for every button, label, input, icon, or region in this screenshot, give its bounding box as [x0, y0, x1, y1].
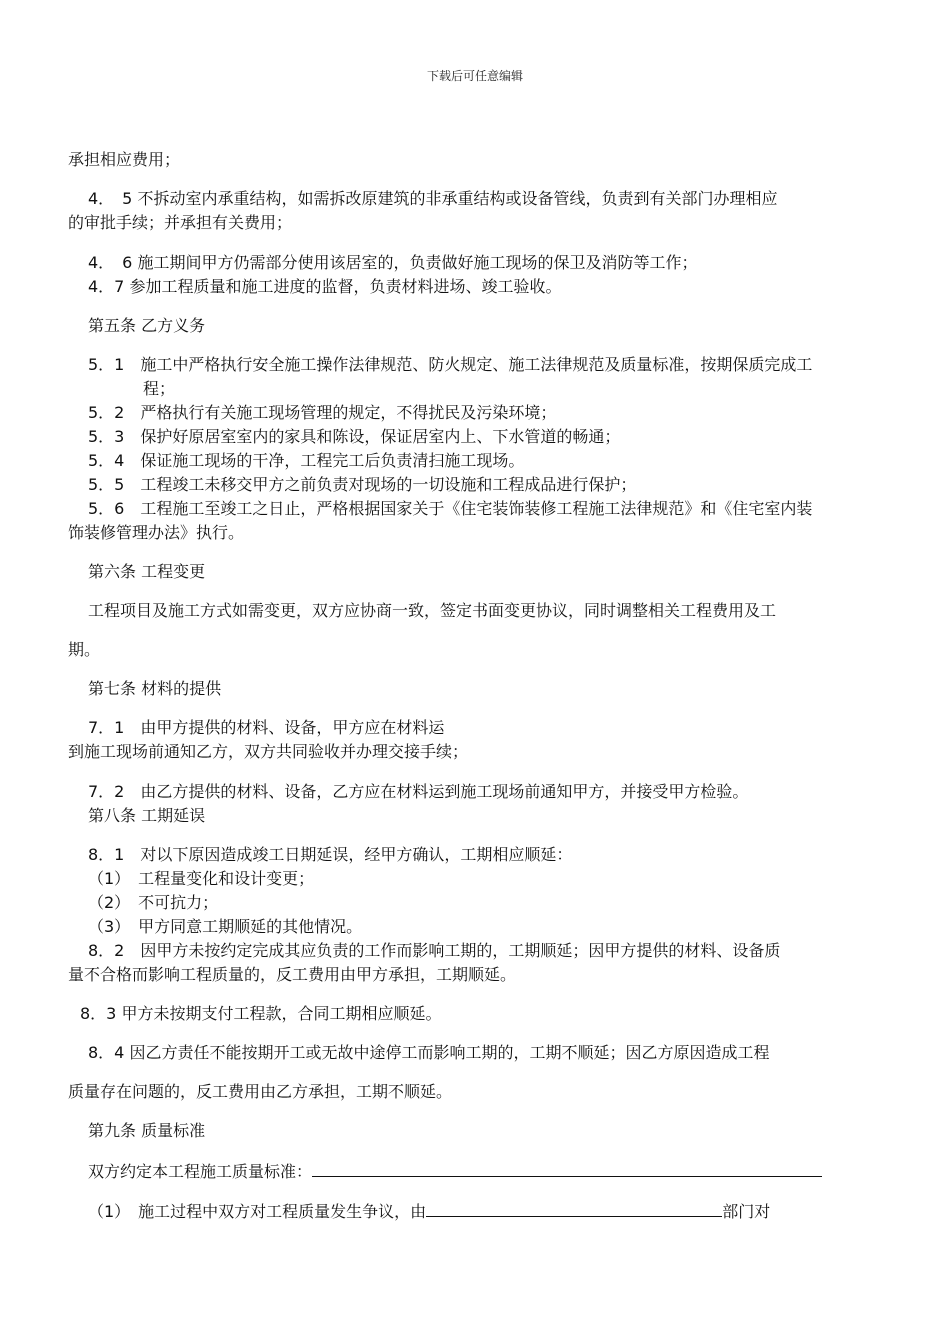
text-line: 5．1 施工中严格执行安全施工操作法律规范、防火规定、施工法律规范及质量标准，按期保质完成工: [88, 355, 813, 374]
quality-standard-blank: [312, 1160, 822, 1177]
text-line: 程；: [143, 379, 176, 398]
text-line: 4． 5 不拆动室内承重结构，如需拆改原建筑的非承重结构或设备管线，负责到有关部门办理相应: [88, 189, 778, 208]
text-line: 8．2 因甲方未按约定完成其应负责的工作而影响工期的，工期顺延；因甲方提供的材料、设备质: [88, 941, 781, 960]
text-line: （3） 甲方同意工期顺延的其他情况。: [88, 917, 363, 936]
text-line: 到施工现场前通知乙方，双方共同验收并办理交接手续；: [68, 742, 469, 761]
text-line: 量不合格而影响工程质量的，反工费用由甲方承担，工期顺延。: [68, 965, 517, 984]
text-line: （2） 不可抗力；: [88, 893, 219, 912]
text-line: 7．2 由乙方提供的材料、设备，乙方应在材料运到施工现场前通知甲方，并接受甲方检验。: [88, 782, 749, 801]
text-line: 5．4 保证施工现场的干净，工程完工后负责清扫施工现场。: [88, 451, 525, 470]
text-line: 8．1 对以下原因造成竣工日期延误，经甲方确认，工期相应顺延：: [88, 845, 573, 864]
text-line: 工程项目及施工方式如需变更，双方应协商一致，签定书面变更协议，同时调整相关工程费用及工: [88, 601, 777, 620]
section-heading: 第七条 材料的提供: [88, 679, 222, 698]
text-line: （1） 工程量变化和设计变更；: [88, 869, 315, 888]
quality-standard-label: 双方约定本工程施工质量标准：: [88, 1162, 313, 1181]
text-line: 的审批手续；并承担有关费用；: [68, 213, 293, 232]
page-header: 下载后可任意编辑: [426, 69, 523, 83]
text-line: 4． 6 施工期间甲方仍需部分使用该居室的，负责做好施工现场的保卫及消防等工作；: [88, 253, 698, 272]
text-line: 5．5 工程竣工未移交甲方之前负责对现场的一切设施和工程成品进行保护；: [88, 475, 637, 494]
text-line: 期。: [68, 640, 101, 659]
text-line: 5．3 保护好原居室室内的家具和陈设，保证居室内上、下水管道的畅通；: [88, 427, 621, 446]
text-line: 8．4 因乙方责任不能按期开工或无故中途停工而影响工期的，工期不顺延；因乙方原因造成工程: [88, 1043, 770, 1062]
section-heading: 第九条 质量标准: [88, 1121, 206, 1140]
dispute-suffix: 部门对: [722, 1202, 771, 1221]
dispute-department-blank: [426, 1200, 722, 1217]
section-heading: 第六条 工程变更: [88, 562, 206, 581]
dispute-line: [88, 1200, 770, 1222]
quality-standard-line: [88, 1160, 822, 1182]
text-line: 8．3 甲方未按期支付工程款，合同工期相应顺延。: [80, 1004, 442, 1023]
text-line: 饰装修管理办法》执行。: [68, 523, 245, 542]
section-heading: 第八条 工期延误: [88, 806, 206, 825]
text-line: 质量存在问题的，反工费用由乙方承担，工期不顺延。: [68, 1082, 453, 1101]
text-line: 5．2 严格执行有关施工现场管理的规定，不得扰民及污染环境；: [88, 403, 557, 422]
section-heading: 第五条 乙方义务: [88, 316, 206, 335]
dispute-prefix: （1） 施工过程中双方对工程质量发生争议，由: [88, 1202, 427, 1221]
text-line: 4．7 参加工程质量和施工进度的监督，负责材料进场、竣工验收。: [88, 277, 562, 296]
text-line: 7．1 由甲方提供的材料、设备，甲方应在材料运: [88, 718, 445, 737]
text-line: 5．6 工程施工至竣工之日止，严格根据国家关于《住宅装饰装修工程施工法律规范》和《住宅室内装: [88, 499, 813, 518]
text-line: 承担相应费用；: [68, 150, 181, 169]
